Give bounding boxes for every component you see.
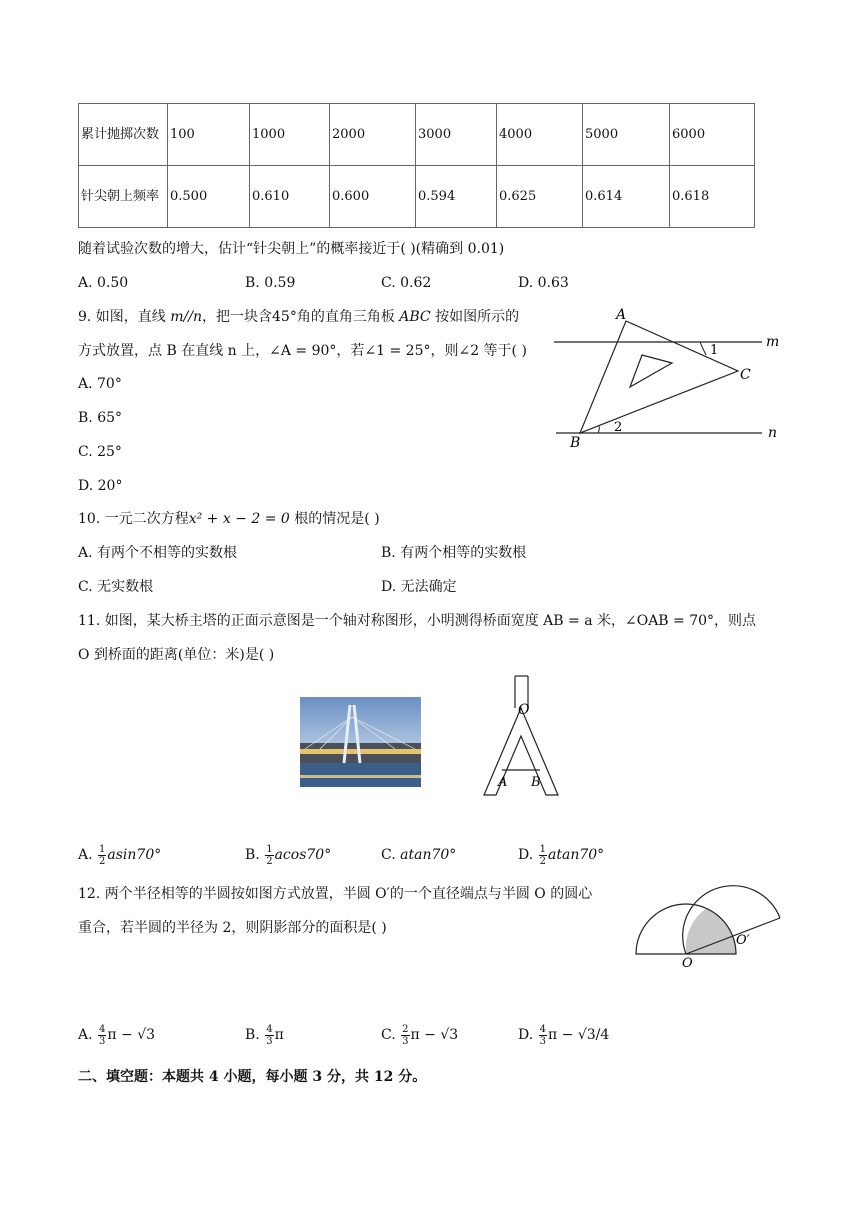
question-9-line1 — [78, 308, 519, 326]
option-label: C. — [381, 847, 396, 863]
table-cell: 0.594 — [416, 166, 497, 228]
figure-label-c: C — [740, 367, 751, 383]
q9-math: ABC — [399, 309, 431, 325]
q9-triangle-figure — [550, 305, 790, 450]
fraction-numerator: 4 — [266, 1023, 273, 1035]
option-expression: acos70° — [274, 847, 332, 863]
q11-option-c — [381, 843, 456, 867]
table-cell: 0.625 — [497, 166, 583, 228]
table-cell: 0.614 — [583, 166, 670, 228]
fraction-denominator: 2 — [266, 855, 273, 867]
table-row — [79, 166, 755, 228]
fraction-numerator: 4 — [99, 1023, 106, 1035]
table-cell: 6000 — [670, 104, 755, 166]
q10-text: 根的情况是( ) — [289, 511, 380, 527]
fraction-numerator: 4 — [539, 1023, 547, 1035]
q9-text: 9. 如图，直线 — [78, 309, 171, 325]
q10-option-a: A. 有两个不相等的实数根 — [78, 545, 238, 561]
table-cell: 0.610 — [250, 166, 330, 228]
q8-option-c: C. 0.62 — [381, 275, 432, 291]
figure-label-a: A — [616, 307, 627, 323]
q8-option-d: D. 0.63 — [518, 275, 569, 291]
fraction-numerator: 2 — [402, 1023, 409, 1035]
question-11-line2: O 到桥面的距离(单位：米)是( ) — [78, 647, 275, 663]
q12-option-d — [518, 1023, 609, 1047]
fraction — [98, 1024, 106, 1047]
table-cell: 2000 — [330, 104, 416, 166]
semicircle-label-o: O — [682, 956, 693, 970]
fraction — [265, 844, 273, 867]
option-label: A. — [78, 847, 93, 863]
q9-option-a: A. 70° — [78, 376, 122, 392]
fraction — [98, 844, 106, 867]
fraction-denominator: 3 — [402, 1035, 409, 1047]
q9-math: m//n — [170, 309, 202, 325]
semicircle-label-oprime: O′ — [736, 933, 750, 948]
q9-text: ，把一块含45°角的直角三角板 — [202, 309, 400, 325]
q9-option-d: D. 20° — [78, 478, 123, 494]
table-cell: 0.600 — [330, 166, 416, 228]
tower-label-b: B — [531, 775, 541, 790]
fraction — [401, 1024, 409, 1047]
q9-text: 按如图所示的 — [430, 309, 520, 325]
option-expression: atan70° — [548, 847, 605, 863]
fraction-denominator: 3 — [266, 1035, 273, 1047]
table-cell: 0.500 — [168, 166, 250, 228]
q10-equation: x² + x − 2 = 0 — [188, 511, 290, 527]
fraction — [539, 1024, 547, 1047]
figure-label-n: n — [768, 425, 778, 441]
table-header-cell: 针尖朝上频率 — [79, 166, 168, 228]
table-cell: 1000 — [250, 104, 330, 166]
question-8-stem: 随着试验次数的增大，估计“针尖朝上”的概率接近于( )(精确到 0.01) — [78, 241, 505, 257]
q12-option-a — [78, 1023, 155, 1047]
q10-option-d: D. 无法确定 — [381, 579, 457, 595]
figure-label-m: m — [766, 334, 780, 350]
tower-label-a: A — [498, 775, 508, 790]
q11-option-a — [78, 843, 161, 867]
q12-option-b — [245, 1023, 284, 1047]
question-11-line1: 11. 如图，某大桥主塔的正面示意图是一个轴对称图形，小明测得桥面宽度 AB = a 米，∠OAB = 70°，则点 — [78, 613, 757, 629]
table-cell: 0.618 — [670, 166, 755, 228]
option-label: A. — [78, 1027, 93, 1043]
q8-option-a: A. 0.50 — [78, 275, 129, 291]
table-row — [79, 104, 755, 166]
angle-2-label: 2 — [614, 420, 623, 435]
option-expression: π — [274, 1027, 284, 1043]
fraction-denominator: 3 — [539, 1035, 547, 1047]
question-12-line1: 12. 两个半径相等的半圆按如图方式放置，半圆 O′的一个直径端点与半圆 O 的圆心 — [78, 886, 593, 902]
option-expression: π − √3 — [107, 1027, 156, 1043]
angle-1-label: 1 — [710, 343, 719, 358]
option-expression: asin70° — [107, 847, 162, 863]
q11-option-d — [518, 843, 604, 867]
fraction-denominator: 2 — [99, 855, 106, 867]
q10-option-c: C. 无实数根 — [78, 579, 154, 595]
option-label: B. — [245, 1027, 260, 1043]
fraction-numerator: 1 — [99, 843, 106, 855]
fraction-numerator: 1 — [266, 843, 273, 855]
option-expression: atan70° — [400, 847, 457, 863]
frequency-table — [78, 103, 755, 228]
option-expression: π − √3/4 — [548, 1027, 610, 1043]
table-cell: 4000 — [497, 104, 583, 166]
bridge-photo — [300, 697, 421, 787]
figure-label-b: B — [570, 435, 581, 450]
fraction — [265, 1024, 273, 1047]
q10-option-b: B. 有两个相等的实数根 — [381, 545, 527, 561]
tower-label-o: O — [518, 702, 530, 718]
section-heading: 二、填空题：本题共 4 小题，每小题 3 分，共 12 分。 — [78, 1069, 427, 1085]
table-cell: 5000 — [583, 104, 670, 166]
question-10-stem — [78, 510, 380, 528]
q10-text: 10. 一元二次方程 — [78, 511, 189, 527]
option-label: D. — [518, 847, 534, 863]
option-label: B. — [245, 847, 260, 863]
option-expression: π − √3 — [410, 1027, 459, 1043]
table-cell: 100 — [168, 104, 250, 166]
tower-diagram — [478, 674, 568, 800]
question-12-line2: 重合，若半圆的半径为 2，则阴影部分的面积是( ) — [78, 920, 387, 936]
q9-option-b: B. 65° — [78, 410, 123, 426]
q9-option-c: C. 25° — [78, 444, 122, 460]
q11-option-b — [245, 843, 331, 867]
table-cell: 3000 — [416, 104, 497, 166]
q8-option-b: B. 0.59 — [245, 275, 296, 291]
semicircles-figure — [632, 878, 787, 970]
table-header-cell: 累计抛掷次数 — [79, 104, 168, 166]
option-label: D. — [518, 1027, 534, 1043]
option-label: C. — [381, 1027, 396, 1043]
fraction — [539, 844, 547, 867]
fraction-numerator: 1 — [539, 843, 547, 855]
q12-option-c — [381, 1023, 458, 1047]
question-9-line2: 方式放置，点 B 在直线 n 上，∠A = 90°，若∠1 = 25°，则∠2 等于( ) — [78, 343, 527, 359]
fraction-denominator: 3 — [99, 1035, 106, 1047]
fraction-denominator: 2 — [539, 855, 547, 867]
